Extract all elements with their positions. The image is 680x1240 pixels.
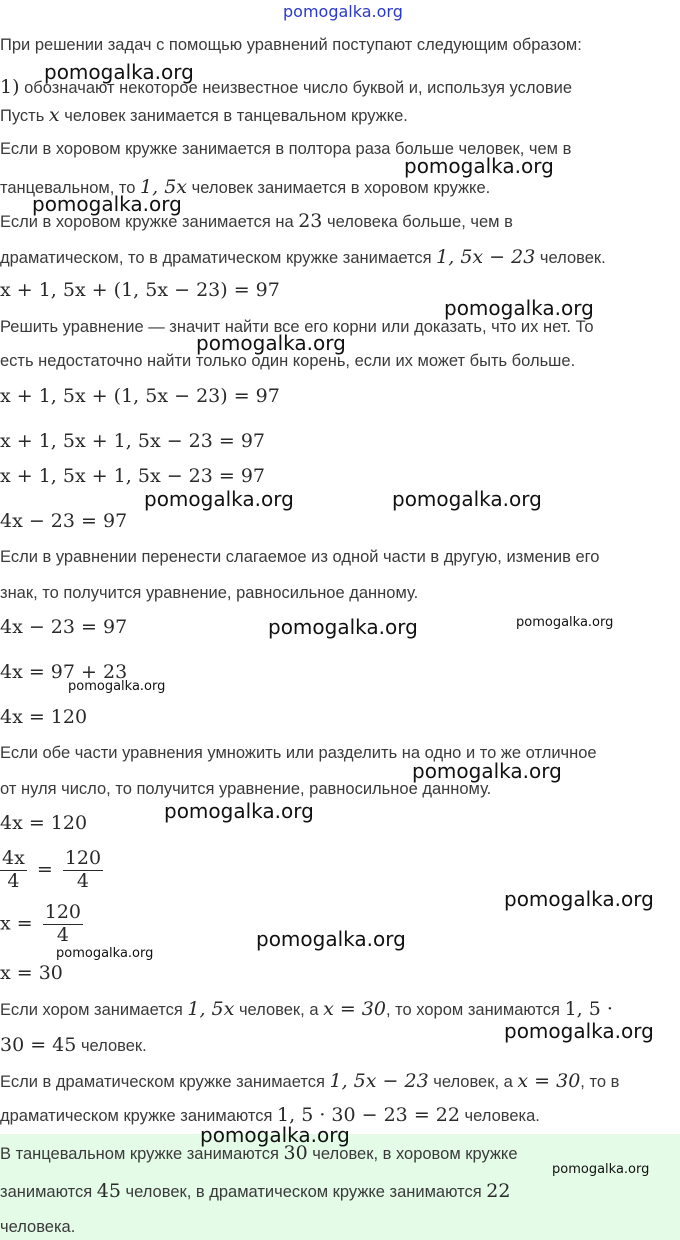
drama-line-2: драматическом, то в драматическом кружке занимается 1, 5x − 23 человек. (0, 246, 606, 268)
rule-mult-1: Если обе части уравнения умножить или разделить на одно и то же отличное (0, 744, 597, 762)
rule-solve-1: Решить уравнение — значит найти все его корни или доказать, что их нет. То (0, 318, 594, 336)
let-line: Пусть x человек занимается в танцевальном кружке. (0, 104, 408, 126)
watermark: pomogalka.org (516, 615, 614, 630)
equation-8: 4x = 120 (0, 706, 88, 728)
watermark: pomogalka.org (256, 927, 406, 951)
equation-2: x + 1, 5x + (1, 5x − 23) = 97 (0, 385, 280, 407)
choir-line-2: танцевальном, то 1, 5x человек занимается в хоровом кружке. (0, 176, 491, 198)
equation-5: 4x − 23 = 97 (0, 510, 128, 532)
watermark: pomogalka.org (44, 60, 194, 84)
watermark: pomogalka.org (68, 679, 166, 694)
watermark: pomogalka.org (392, 487, 542, 511)
watermark: pomogalka.org (144, 487, 294, 511)
watermark: pomogalka.org (196, 331, 346, 355)
watermark: pomogalka.org (268, 615, 418, 639)
choir-line-1: Если в хоровом кружке занимается в полтора раза больше человек, чем в (0, 140, 572, 158)
fraction-equation-1: $\frac{4x}{4}$ = $\frac{120}{4}$ (2, 847, 102, 892)
watermark: pomogalka.org (504, 1019, 654, 1043)
watermark: pomogalka.org (200, 1123, 350, 1147)
choir-calc-2: 30 = 45 человек. (0, 1034, 147, 1056)
top-watermark: pomogalka.org (283, 2, 403, 21)
answer-line-1: В танцевальном кружке занимаются 30 человек, в хоровом кружке (0, 1142, 518, 1164)
watermark: pomogalka.org (32, 192, 182, 216)
step-1: 1) обозначают некоторое неизвестное число буквой и, используя условие (0, 76, 573, 98)
equation-1: x + 1, 5x + (1, 5x − 23) = 97 (0, 279, 280, 301)
answer-line-2: занимаются 45 человек, в драматическом кружке занимаются 22 (0, 1180, 511, 1202)
answer-line-3: человека. (0, 1218, 76, 1236)
watermark: pomogalka.org (552, 1162, 650, 1177)
equation-3: x + 1, 5x + 1, 5x − 23 = 97 (0, 430, 266, 452)
watermark: pomogalka.org (412, 759, 562, 783)
equation-6: 4x − 23 = 97 (0, 616, 128, 638)
drama-calc-1: Если в драматическом кружке занимается 1, 5x − 23 человек, а x = 30, то в (0, 1070, 620, 1092)
rule-mult-2: от нуля число, то получится уравнение, равносильное данному. (0, 780, 492, 798)
rule-move-1: Если в уравнении перенести слагаемое из одной части в другую, изменив его (0, 548, 600, 566)
rule-move-2: знак, то получится уравнение, равносильное данному. (0, 584, 419, 602)
choir-calc-1: Если хором занимается 1, 5x человек, а x = 30, то хором занимаются 1, 5 · (0, 998, 613, 1020)
drama-line-1: Если в хоровом кружке занимается на 23 человека больше, чем в (0, 210, 513, 232)
equation-4: x + 1, 5x + 1, 5x − 23 = 97 (0, 465, 266, 487)
equation-9: 4x = 120 (0, 812, 88, 834)
drama-calc-2: драматическом кружке занимаются 1, 5 · 30 − 23 = 22 человека. (0, 1104, 540, 1126)
watermark: pomogalka.org (404, 154, 554, 178)
watermark: pomogalka.org (444, 296, 594, 320)
fraction-equation-2: x = $\frac{120}{4}$ (0, 901, 81, 946)
equation-7: 4x = 97 + 23 (0, 661, 128, 683)
rule-solve-2: есть недостаточно найти только один корень, если их может быть больше. (0, 352, 576, 370)
watermark: pomogalka.org (504, 887, 654, 911)
intro-text: При решении задач с помощью уравнений поступают следующим образом: (0, 36, 582, 54)
watermark: pomogalka.org (56, 946, 154, 961)
equation-10: x = 30 (0, 962, 63, 984)
watermark: pomogalka.org (164, 799, 314, 823)
